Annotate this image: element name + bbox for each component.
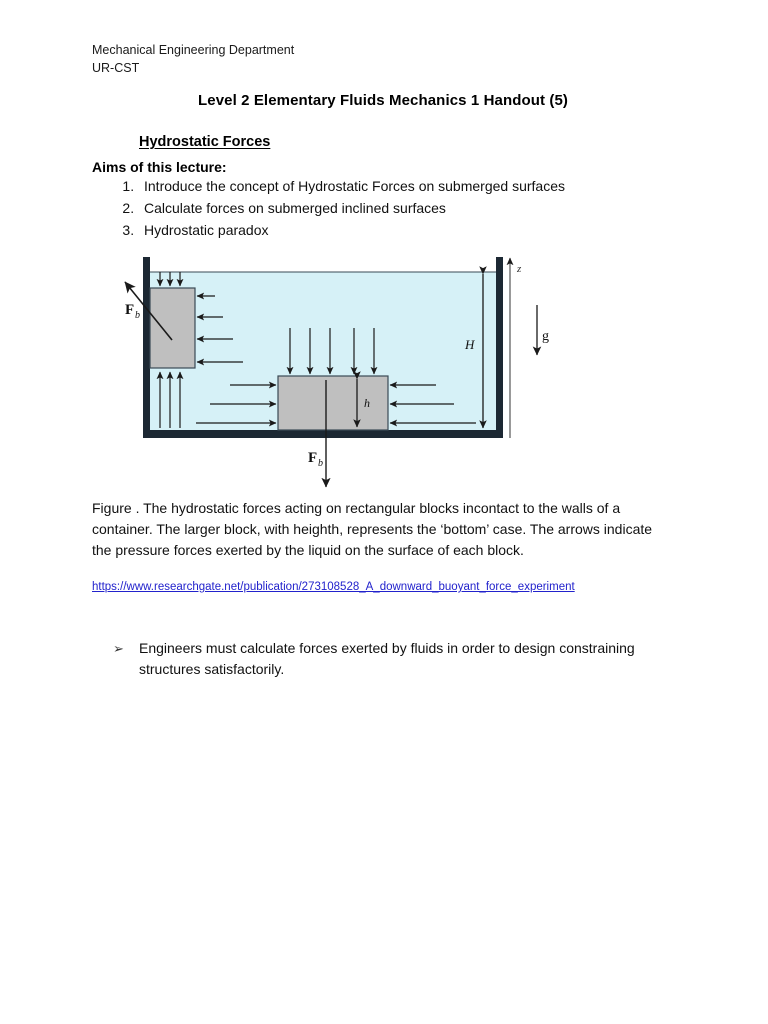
department-block [92,41,294,77]
list-item: 3. Hydrostatic paradox [138,220,565,241]
force-label-left-subscript: b [135,310,140,321]
list-item: 1. Introduce the concept of Hydrostatic Forces on submerged surfaces [138,176,565,197]
note-bullet-item [113,638,673,680]
note-bullet-text: Engineers must calculate forces exerted by fluids in order to design constraining structures satisfactorily. [139,640,635,677]
document-title: Level 2 Elementary Fluids Mechanics 1 Handout (5) [197,92,568,109]
bottom-block [278,376,388,430]
left-block [150,288,195,368]
force-label-bottom-subscript: b [318,458,323,469]
force-label-left: F [125,302,135,318]
gravity-label: g [542,329,549,344]
hydrostatic-forces-figure [110,250,560,493]
container-right-wall [496,257,503,437]
force-label-bottom: F [308,450,318,466]
container-floor [143,430,503,438]
section-heading: Hydrostatic Forces [139,134,271,150]
aims-label: Aims of this lecture: [92,159,227,175]
depth-label: H [465,337,475,352]
institution-name: UR-CST [92,61,140,75]
aims-list [112,176,565,242]
figure-caption: Figure . The hydrostatic forces acting on rectangular blocks incontact to the walls of a container. The larger block, with heighth, represents the ‘bottom’ case. The arrows indicate the pressure forces exerted by the liquid on the surface of each block. [92,500,653,558]
figure-source-link[interactable]: https://www.researchgate.net/publication/273108528_A_downward_buoyant_force_experiment [92,581,575,593]
department-name: Mechanical Engineering Department [92,43,295,57]
list-item: 2. Calculate forces on submerged inclined surfaces [138,198,565,219]
arrowhead-bullet-icon: ➢ [113,641,124,656]
z-axis-label: z [517,263,522,275]
container-left-wall [143,257,150,437]
block-height-label: h [364,396,370,410]
